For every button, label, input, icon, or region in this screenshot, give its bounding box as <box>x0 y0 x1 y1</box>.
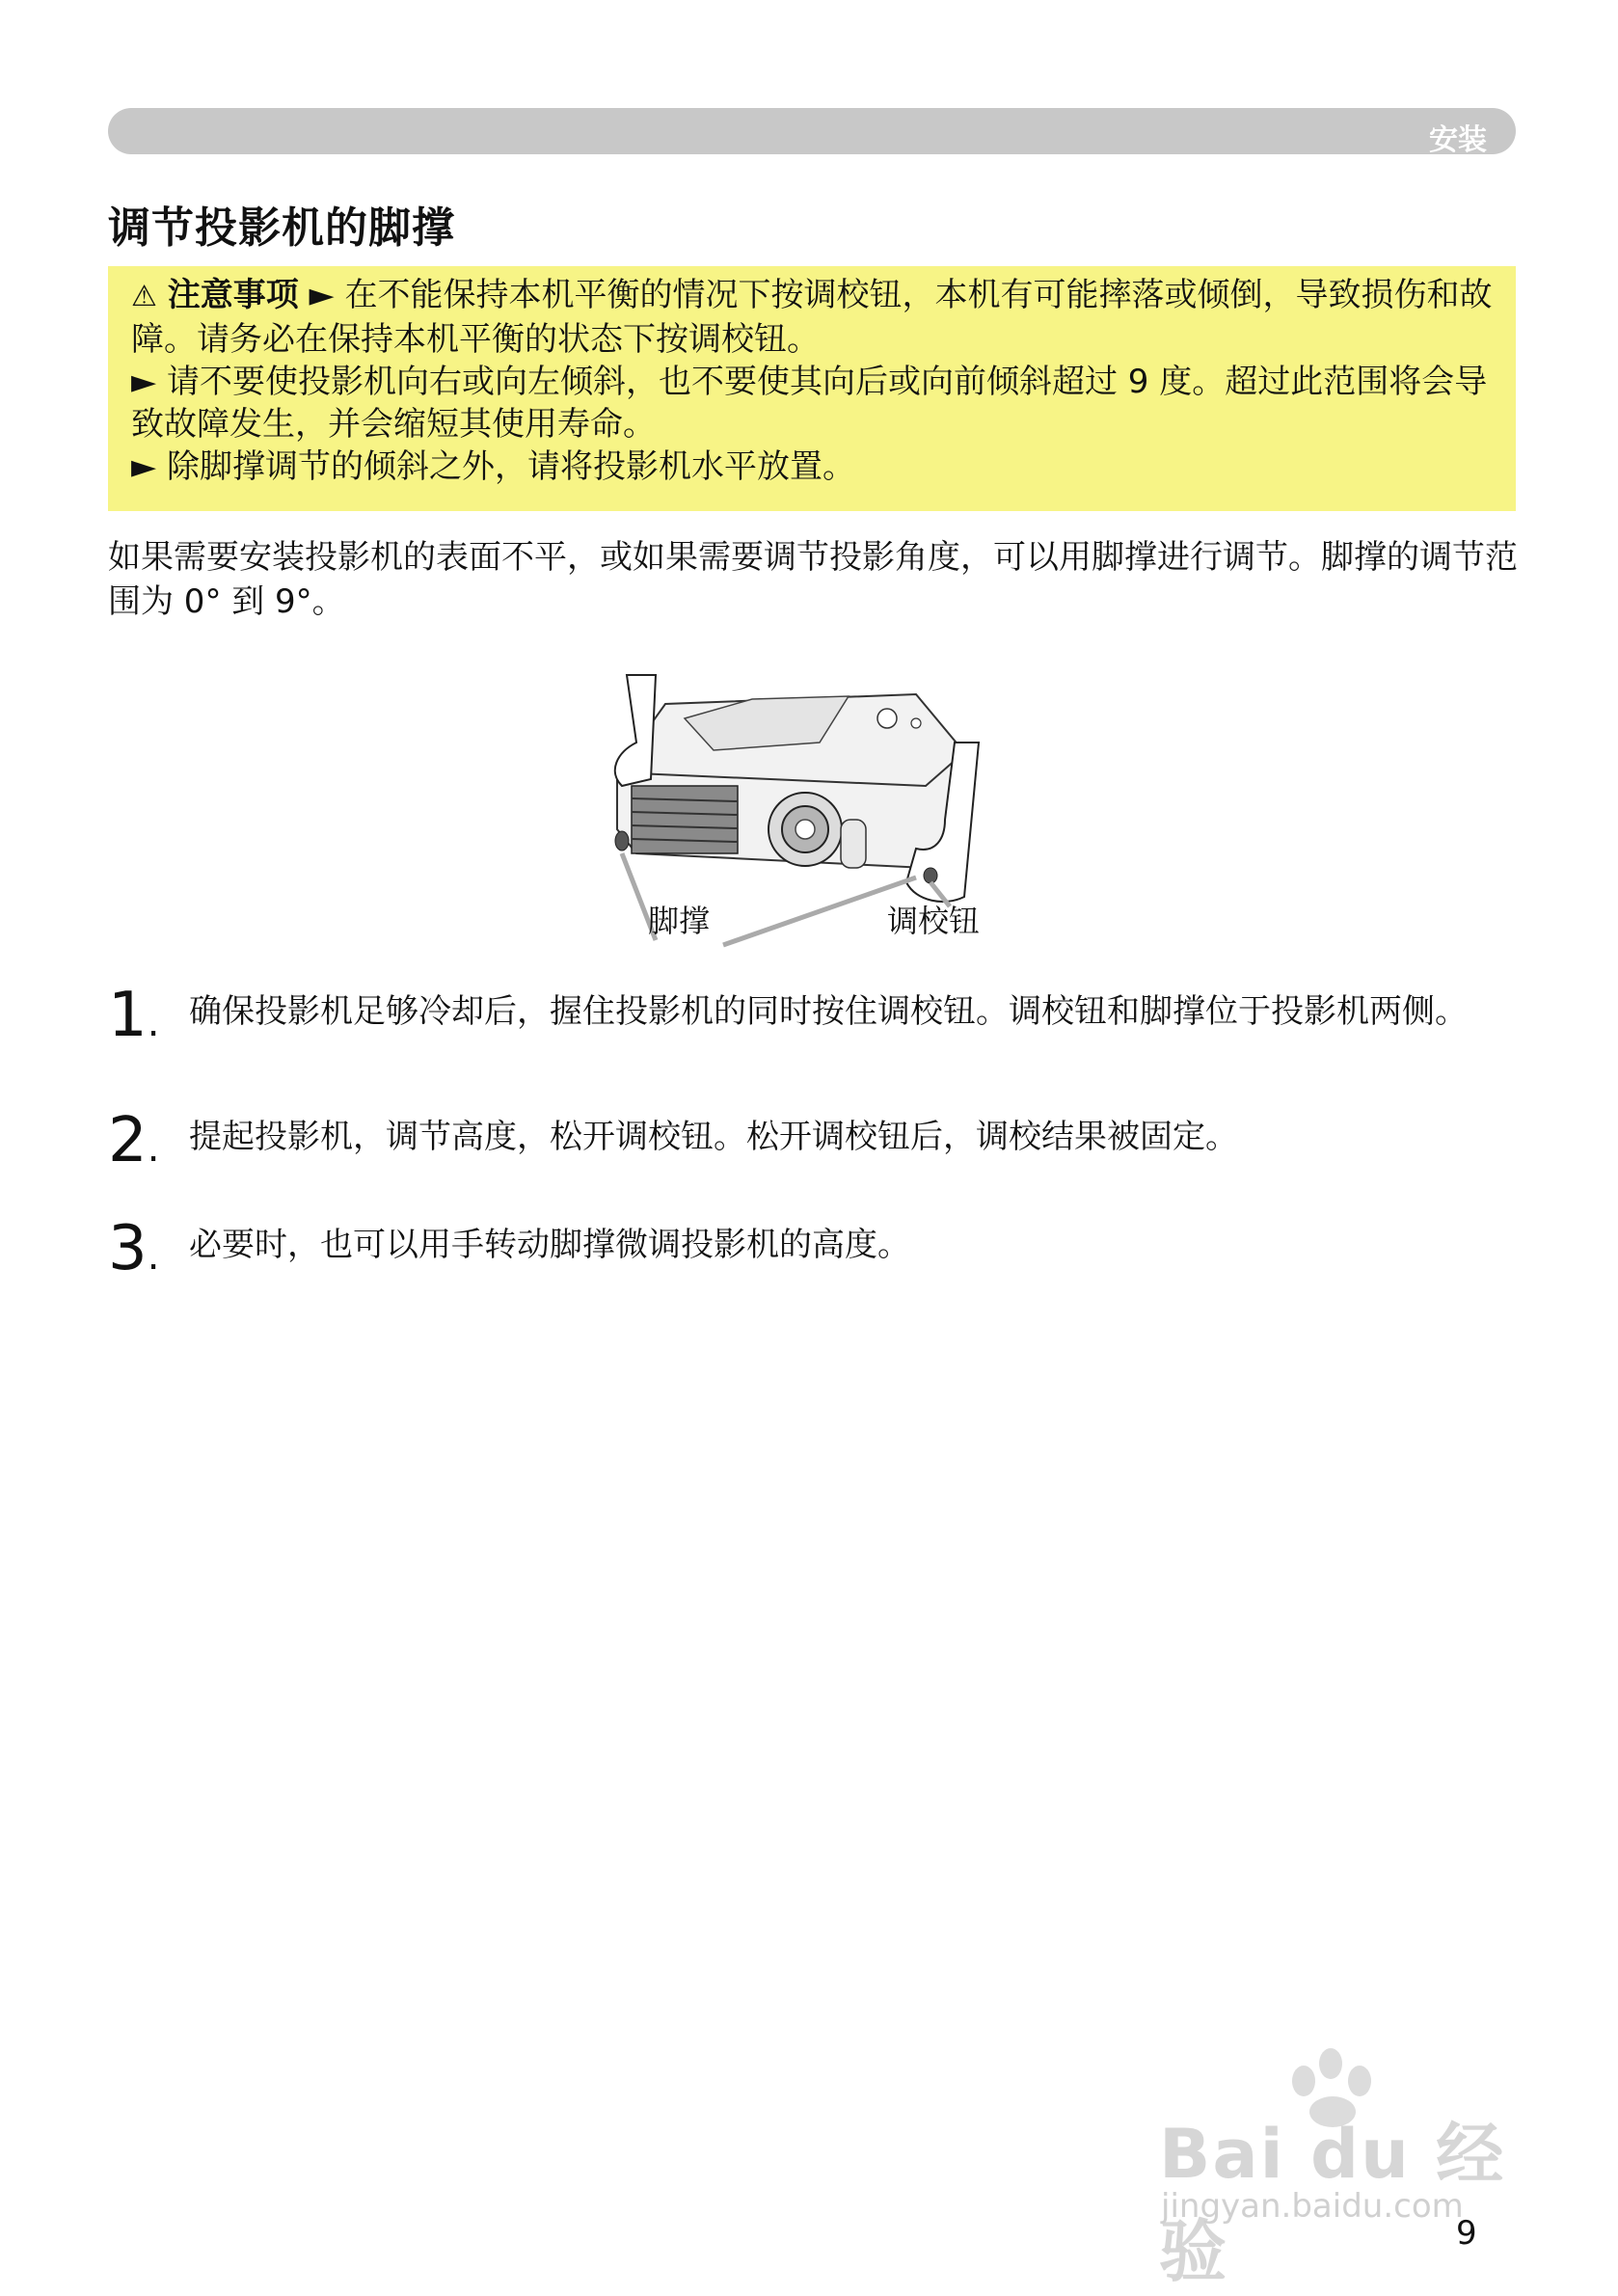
projector-illustration <box>598 665 1003 964</box>
step-2 <box>108 1105 1525 1176</box>
adjuster-button-label: 调校钮 <box>887 903 981 939</box>
watermark-brand: Bai du 经验 <box>1159 2115 1506 2291</box>
step-number: 3. <box>108 1213 160 1284</box>
watermark-url: jingyan.baidu.com <box>1161 2187 1464 2226</box>
foot-label: 脚撑 <box>648 903 711 939</box>
baidu-watermark <box>1149 2042 1554 2291</box>
page-number: 9 <box>1456 2214 1477 2253</box>
step-number: 2. <box>108 1105 160 1176</box>
step-3 <box>108 1213 1525 1284</box>
warning-triangle-icon: ⚠ <box>131 280 157 313</box>
page-title: 调节投影机的脚撑 <box>108 203 455 253</box>
step-text: 必要时，也可以用手转动脚撑微调投影机的高度。 <box>189 1226 910 1264</box>
section-label: 安装 <box>1429 123 1487 157</box>
step-1 <box>108 980 1525 1051</box>
caution-box <box>108 266 1516 511</box>
caution-paragraph-2: ► 请不要使投影机向右或向左倾斜，也不要使其向后或向前倾斜超过 9 度。超过此范围将会导致故障发生，并会缩短其使用寿命。 <box>131 363 1488 444</box>
step-text: 提起投影机，调节高度，松开调校钮。松开调校钮后，调校结果被固定。 <box>189 1118 1238 1156</box>
caution-label: 注意事项 <box>167 276 299 314</box>
caution-paragraph-1 <box>131 274 1493 361</box>
step-text: 确保投影机足够冷却后，握住投影机的同时按住调校钮。调校钮和脚撑位于投影机两侧。 <box>189 992 1468 1031</box>
caution-text-1: ► 在不能保持本机平衡的情况下按调校钮，本机有可能摔落或倾倒，导致损伤和故障。请务必在保持本机平衡的状态下按调校钮。 <box>131 276 1493 359</box>
step-number: 1. <box>108 980 160 1051</box>
caution-paragraph-3: ► 除脚撑调节的倾斜之外，请将投影机水平放置。 <box>131 447 855 486</box>
section-header-bar <box>108 108 1516 157</box>
intro-paragraph: 如果需要安装投影机的表面不平，或如果需要调节投影角度，可以用脚撑进行调节。脚撑的调节范围为 0° 到 9°。 <box>108 538 1518 621</box>
